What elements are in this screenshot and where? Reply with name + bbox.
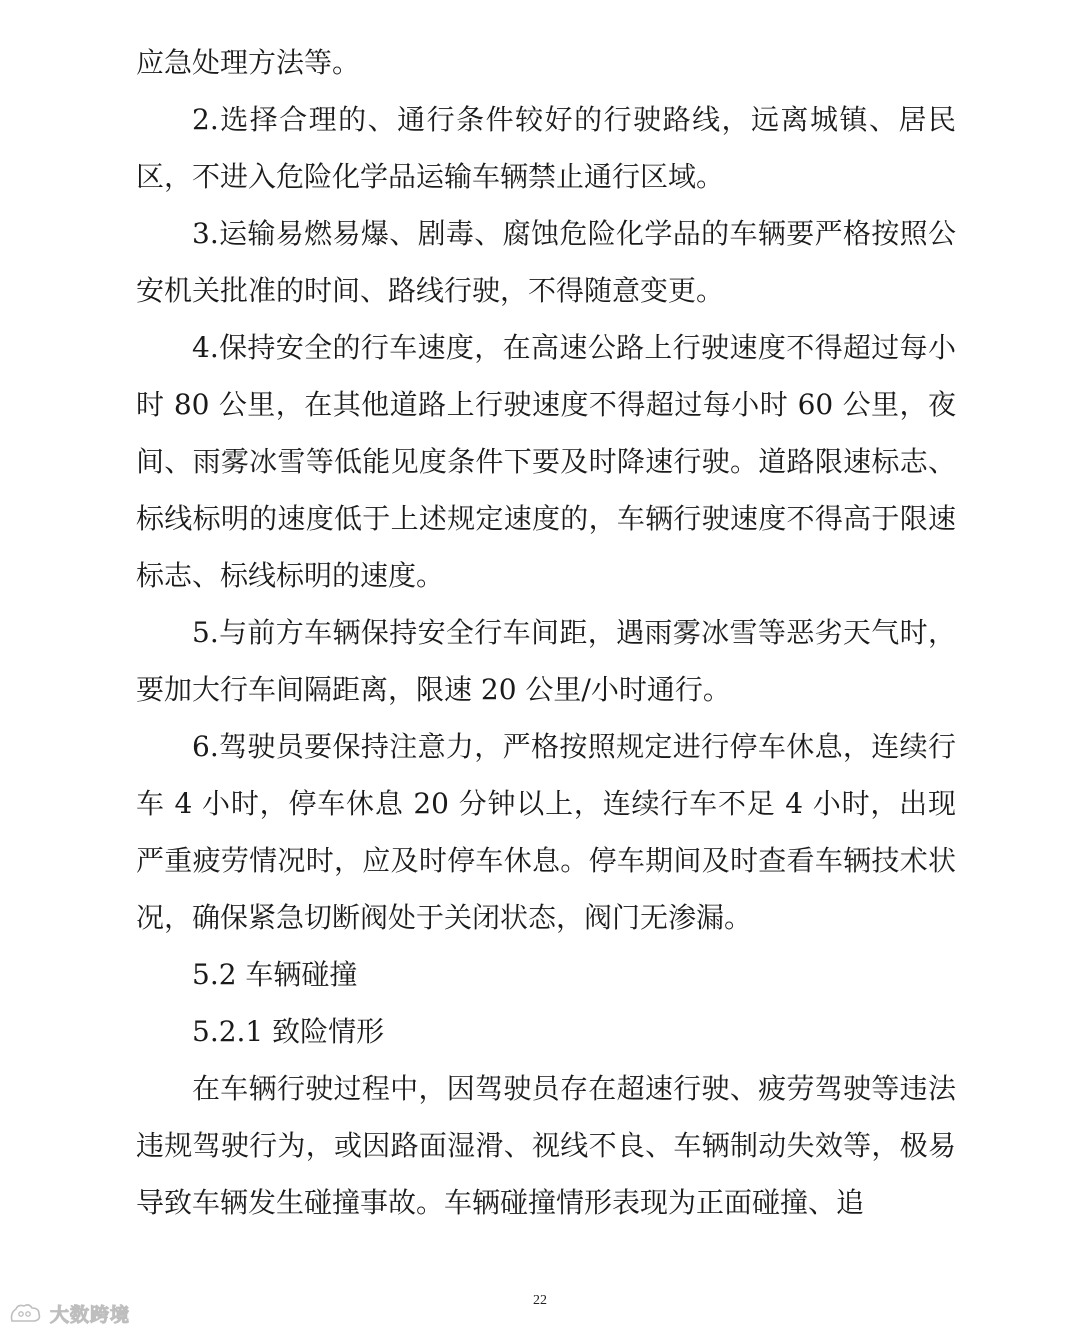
paragraph-item-2: 2.选择合理的、通行条件较好的行驶路线，远离城镇、居民区，不进入危险化学品运输车辆禁止通行区域。 [136, 103, 956, 193]
watermark-text: 大数跨境 [50, 1303, 131, 1326]
page-number: 22 [533, 1293, 547, 1308]
paragraph-item-4: 4.保持安全的行车速度，在高速公路上行驶速度不得超过每小时 80 公里，在其他道路上行驶速度不得超过每小时 60 公里，夜间、雨雾冰雪等低能见度条件下要及时降速行驶。道路限速标志、标线标明的速度低于上述规定速度的，车辆行驶速度不得高于限速标志、标线标明的速度。 [136, 331, 956, 592]
document-body [136, 34, 956, 1231]
paragraph-continuation: 应急处理方法等。 [136, 46, 361, 79]
paragraph-item-5: 5.与前方车辆保持安全行车间距，遇雨雾冰雪等恶劣天气时，要加大行车间隔距离，限速 20 公里/小时通行。 [136, 616, 956, 706]
bubble-logo-icon [8, 1301, 44, 1325]
paragraph-item-6: 6.驾驶员要保持注意力，严格按照规定进行停车休息，连续行车 4 小时，停车休息 20 分钟以上，连续行车不足 4 小时，出现严重疲劳情况时，应及时停车休息。停车期间及时查看车辆技术状况，确保紧急切断阀处于关闭状态，阀门无渗漏。 [136, 730, 956, 934]
paragraph-item-3: 3.运输易燃易爆、剧毒、腐蚀危险化学品的车辆要严格按照公安机关批准的时间、路线行驶，不得随意变更。 [136, 217, 956, 307]
section-heading: 5.2 车辆碰撞 [192, 958, 358, 991]
paragraph-collision: 在车辆行驶过程中，因驾驶员存在超速行驶、疲劳驾驶等违法违规驾驶行为，或因路面湿滑、视线不良、车辆制动失效等，极易导致车辆发生碰撞事故。车辆碰撞情形表现为正面碰撞、追 [136, 1072, 956, 1219]
subsection-heading: 5.2.1 致险情形 [192, 1015, 385, 1048]
watermark [8, 1300, 130, 1326]
